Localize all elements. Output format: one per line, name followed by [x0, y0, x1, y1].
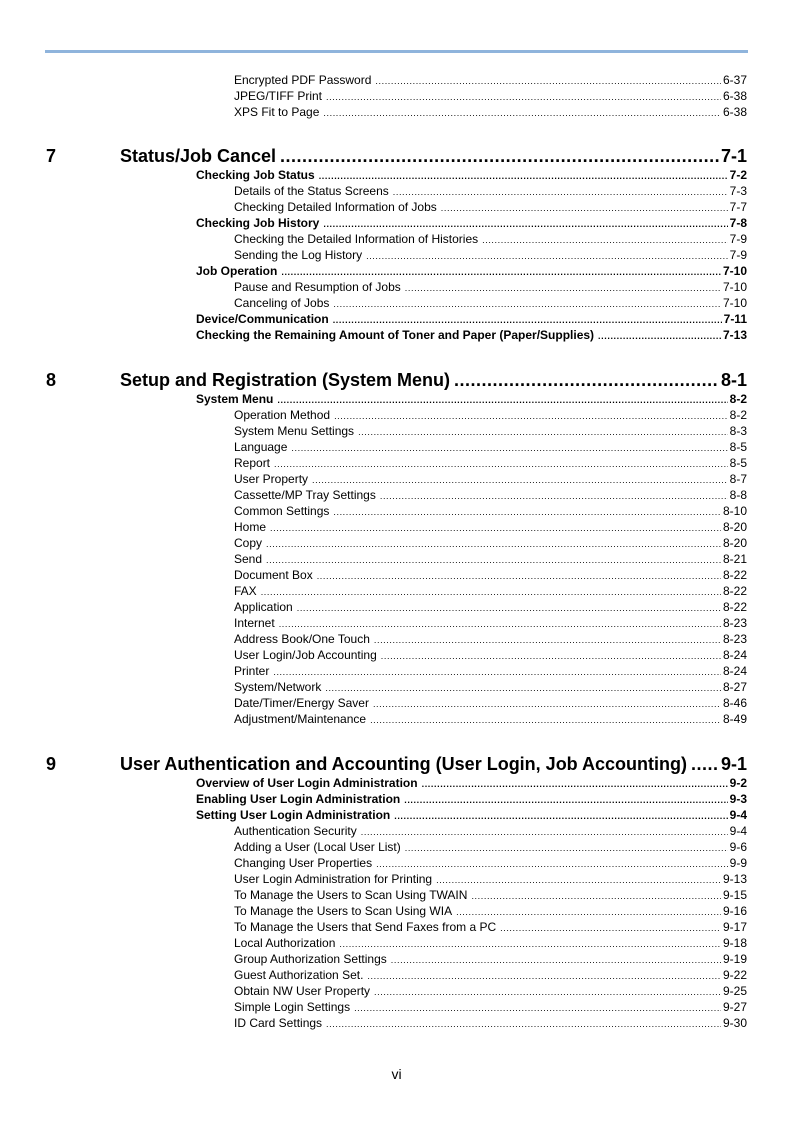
- toc-entry-page: 8-20: [722, 536, 747, 550]
- dot-leader: [358, 423, 728, 439]
- toc-entry-page: 7-1: [720, 146, 747, 166]
- dot-leader: [370, 711, 721, 727]
- toc-entry-page: 6-38: [722, 89, 747, 103]
- toc-entry-page: 8-5: [729, 456, 747, 470]
- toc-section[interactable]: [196, 263, 747, 279]
- toc-entry-title: Checking Job Status: [196, 168, 315, 182]
- dot-leader: [273, 663, 721, 679]
- toc-entry-title: Group Authorization Settings: [234, 952, 387, 966]
- chapter-heading[interactable]: [46, 368, 747, 392]
- toc-entry-page: 8-22: [722, 600, 747, 614]
- toc-entry-page: 9-27: [722, 1000, 747, 1014]
- toc-subsection[interactable]: [234, 855, 747, 871]
- toc-section[interactable]: [196, 791, 747, 807]
- dot-leader: [334, 407, 728, 423]
- toc-entry-page: 7-11: [723, 312, 747, 326]
- dot-leader: [375, 72, 721, 88]
- toc-entry-title: Adjustment/Maintenance: [234, 712, 367, 726]
- toc-entry-page: 9-30: [722, 1016, 747, 1030]
- toc-subsection[interactable]: [234, 455, 747, 471]
- toc-entry-page: 8-24: [722, 664, 747, 678]
- dot-leader: [374, 631, 721, 647]
- toc-entry-title: Copy: [234, 536, 263, 550]
- toc-entry-title: Job Operation: [196, 264, 278, 278]
- toc-entry-title: Local Authorization: [234, 936, 336, 950]
- dot-leader: [405, 279, 721, 295]
- toc-entry-page: 9-6: [729, 840, 747, 854]
- toc-entry-title: Checking the Detailed Information of Histories: [234, 232, 479, 246]
- toc-subsection[interactable]: [234, 1015, 747, 1031]
- toc-subsection[interactable]: [234, 903, 747, 919]
- toc-entry-title: Checking Job History: [196, 216, 320, 230]
- dot-leader: [454, 368, 719, 392]
- toc-entry-page: 8-2: [729, 392, 747, 406]
- chapter-number: 9: [46, 754, 57, 774]
- toc-entry-page: 8-1: [720, 370, 747, 390]
- toc-entry-page: 8-8: [729, 488, 747, 502]
- dot-leader: [380, 487, 728, 503]
- toc-entry-page: 8-7: [729, 472, 747, 486]
- dot-leader: [323, 104, 721, 120]
- dot-leader: [266, 535, 721, 551]
- toc-entry-page: 9-25: [722, 984, 747, 998]
- dot-leader: [279, 615, 721, 631]
- toc-section[interactable]: [196, 775, 747, 791]
- dot-leader: [333, 311, 722, 327]
- toc-subsection[interactable]: [234, 183, 747, 199]
- toc-entry-page: 8-27: [722, 680, 747, 694]
- toc-entry-page: 7-10: [722, 280, 747, 294]
- toc-entry-title: Date/Timer/Energy Saver: [234, 696, 369, 710]
- toc-entry-title: Setup and Registration (System Menu): [120, 370, 451, 390]
- toc-subsection[interactable]: [234, 567, 747, 583]
- toc-subsection[interactable]: [234, 983, 747, 999]
- toc-entry-title: Authentication Security: [234, 824, 357, 838]
- toc-entry-page: 8-10: [722, 504, 747, 518]
- dot-leader: [482, 231, 728, 247]
- toc-entry-page: 6-37: [722, 73, 747, 87]
- toc-subsection[interactable]: [234, 695, 747, 711]
- toc-subsection[interactable]: [234, 295, 747, 311]
- dot-leader: [317, 567, 721, 583]
- toc-entry-title: Obtain NW User Property: [234, 984, 371, 998]
- toc-entry-title: Document Box: [234, 568, 313, 582]
- toc-entry-page: 8-23: [722, 632, 747, 646]
- toc-subsection[interactable]: [234, 439, 747, 455]
- toc-entry-title: Overview of User Login Administration: [196, 776, 418, 790]
- toc-entry-title: Canceling of Jobs: [234, 296, 330, 310]
- dot-leader: [274, 455, 728, 471]
- toc-subsection[interactable]: [234, 104, 747, 120]
- toc-subsection[interactable]: [234, 679, 747, 695]
- toc-subsection[interactable]: [234, 519, 747, 535]
- dot-leader: [323, 215, 727, 231]
- dot-leader: [266, 551, 721, 567]
- chapter-title-row[interactable]: [120, 144, 747, 168]
- toc-entry-page: 9-18: [722, 936, 747, 950]
- toc-entry-title: To Manage the Users to Scan Using WIA: [234, 904, 453, 918]
- dot-leader: [422, 775, 728, 791]
- toc-section[interactable]: [196, 215, 747, 231]
- toc-entry-title: Common Settings: [234, 504, 330, 518]
- toc-entry-title: To Manage the Users that Send Faxes from a PC: [234, 920, 497, 934]
- dot-leader: [376, 855, 728, 871]
- toc-entry-title: To Manage the Users to Scan Using TWAIN: [234, 888, 468, 902]
- toc-entry-title: Address Book/One Touch: [234, 632, 370, 646]
- dot-leader: [325, 679, 721, 695]
- toc-entry-page: 9-3: [729, 792, 747, 806]
- toc-entry-title: User Authentication and Accounting (User Login, Job Accounting): [120, 754, 687, 774]
- toc-entry-page: 8-22: [722, 584, 747, 598]
- dot-leader: [404, 791, 727, 807]
- dot-leader: [291, 439, 727, 455]
- toc-entry-title: Simple Login Settings: [234, 1000, 351, 1014]
- toc-entry-page: 9-2: [729, 776, 747, 790]
- toc-entry-title: Guest Authorization Set.: [234, 968, 364, 982]
- toc-entry-title: Setting User Login Administration: [196, 808, 391, 822]
- dot-leader: [381, 647, 721, 663]
- toc-entry-page: 9-19: [722, 952, 747, 966]
- dot-leader: [471, 887, 721, 903]
- toc-entry-title: Internet: [234, 616, 275, 630]
- toc-entry-page: 9-22: [722, 968, 747, 982]
- dot-leader: [366, 247, 728, 263]
- dot-leader: [361, 823, 728, 839]
- dot-leader: [326, 88, 721, 104]
- dot-leader: [373, 695, 721, 711]
- dot-leader: [456, 903, 721, 919]
- toc-entry-title: User Login/Job Accounting: [234, 648, 377, 662]
- dot-leader: [326, 1015, 721, 1031]
- toc-subsection[interactable]: [234, 663, 747, 679]
- chapter-number: 7: [46, 146, 57, 166]
- toc-entry-title: Home: [234, 520, 267, 534]
- toc-entry-title: ID Card Settings: [234, 1016, 323, 1030]
- dot-leader: [500, 919, 721, 935]
- toc-entry-title: Sending the Log History: [234, 248, 363, 262]
- dot-leader: [333, 503, 721, 519]
- dot-leader: [333, 295, 721, 311]
- toc-entry-title: Operation Method: [234, 408, 331, 422]
- toc-subsection[interactable]: [234, 711, 747, 727]
- dot-leader: [393, 183, 728, 199]
- toc-subsection[interactable]: [234, 487, 747, 503]
- dot-leader: [270, 519, 721, 535]
- toc-entry-page: 8-21: [722, 552, 747, 566]
- toc-entry-page: 6-38: [722, 105, 747, 119]
- toc-entry-title: Printer: [234, 664, 270, 678]
- toc-entry-page: 9-4: [729, 824, 747, 838]
- chapter-title-row[interactable]: [120, 368, 747, 392]
- dot-leader: [339, 935, 721, 951]
- toc-entry-page: 7-9: [729, 248, 747, 262]
- dot-leader: [280, 144, 719, 168]
- toc-entry-page: 9-15: [722, 888, 747, 902]
- toc-subsection[interactable]: [234, 72, 747, 88]
- toc-entry-page: 8-5: [729, 440, 747, 454]
- toc-subsection[interactable]: [234, 247, 747, 263]
- toc-entry-title: System Menu: [196, 392, 274, 406]
- toc-subsection[interactable]: [234, 583, 747, 599]
- toc-subsection[interactable]: [234, 967, 747, 983]
- toc-section[interactable]: [196, 167, 747, 183]
- toc-entry-title: Checking the Remaining Amount of Toner and Paper (Paper/Supplies): [196, 328, 595, 342]
- toc-entry-title: Status/Job Cancel: [120, 146, 277, 166]
- toc-subsection[interactable]: [234, 551, 747, 567]
- toc-entry-page: 9-17: [722, 920, 747, 934]
- dot-leader: [405, 839, 728, 855]
- dot-leader: [277, 391, 727, 407]
- toc-subsection[interactable]: [234, 887, 747, 903]
- toc-entry-page: 7-3: [729, 184, 747, 198]
- toc-section[interactable]: [196, 327, 747, 343]
- toc-entry-page: 9-16: [722, 904, 747, 918]
- toc-entry-title: XPS Fit to Page: [234, 105, 320, 119]
- dot-leader: [319, 167, 728, 183]
- toc-entry-title: Checking Detailed Information of Jobs: [234, 200, 437, 214]
- toc-subsection[interactable]: [234, 471, 747, 487]
- toc-section[interactable]: [196, 807, 747, 823]
- toc-subsection[interactable]: [234, 615, 747, 631]
- toc-subsection[interactable]: [234, 871, 747, 887]
- toc-entry-title: Application: [234, 600, 293, 614]
- toc-entry-page: 7-10: [722, 264, 747, 278]
- toc-subsection[interactable]: [234, 951, 747, 967]
- dot-leader: [367, 967, 721, 983]
- toc-subsection[interactable]: [234, 423, 747, 439]
- toc-entry-title: Device/Communication: [196, 312, 329, 326]
- toc-entry-title: System/Network: [234, 680, 322, 694]
- toc-entry-page: 7-13: [722, 328, 747, 342]
- toc-subsection[interactable]: [234, 503, 747, 519]
- chapter-number: 8: [46, 370, 57, 390]
- dot-leader: [394, 807, 727, 823]
- toc-subsection[interactable]: [234, 919, 747, 935]
- dot-leader: [691, 752, 719, 776]
- toc-entry-page: 9-9: [729, 856, 747, 870]
- toc-entry-title: JPEG/TIFF Print: [234, 89, 323, 103]
- toc-entry-title: Pause and Resumption of Jobs: [234, 280, 401, 294]
- chapter-title-row[interactable]: [120, 752, 747, 776]
- toc-entry-page: 8-24: [722, 648, 747, 662]
- toc-entry-title: Report: [234, 456, 271, 470]
- toc-entry-title: Details of the Status Screens: [234, 184, 389, 198]
- toc-entry-page: 7-7: [729, 200, 747, 214]
- dot-leader: [436, 871, 721, 887]
- dot-leader: [391, 951, 721, 967]
- toc-subsection[interactable]: [234, 839, 747, 855]
- dot-leader: [297, 599, 721, 615]
- dot-leader: [598, 327, 721, 343]
- toc-subsection[interactable]: [234, 935, 747, 951]
- toc-section[interactable]: [196, 311, 747, 327]
- dot-leader: [374, 983, 721, 999]
- chapter-heading[interactable]: [46, 752, 747, 776]
- toc-entry-title: Enabling User Login Administration: [196, 792, 401, 806]
- toc-entry-page: 8-49: [722, 712, 747, 726]
- toc-entry-page: 7-9: [729, 232, 747, 246]
- toc-entry-title: Changing User Properties: [234, 856, 373, 870]
- toc-subsection[interactable]: [234, 599, 747, 615]
- toc-entry-title: Adding a User (Local User List): [234, 840, 401, 854]
- toc-entry-title: User Property: [234, 472, 309, 486]
- toc-entry-page: 8-3: [729, 424, 747, 438]
- toc-subsection[interactable]: [234, 535, 747, 551]
- toc-section[interactable]: [196, 391, 747, 407]
- dot-leader: [281, 263, 721, 279]
- toc-entry-page: 9-4: [729, 808, 747, 822]
- toc-entry-title: Language: [234, 440, 288, 454]
- toc-entry-page: 8-23: [722, 616, 747, 630]
- dot-leader: [354, 999, 721, 1015]
- toc-subsection[interactable]: [234, 88, 747, 104]
- toc-entry-page: 9-13: [722, 872, 747, 886]
- dot-leader: [261, 583, 721, 599]
- page-number: vi: [391, 1066, 402, 1082]
- dot-leader: [312, 471, 728, 487]
- toc-entry-title: Cassette/MP Tray Settings: [234, 488, 376, 502]
- toc-entry-title: FAX: [234, 584, 257, 598]
- toc-entry-page: 8-2: [729, 408, 747, 422]
- toc-subsection[interactable]: [234, 231, 747, 247]
- toc-entry-page: 8-22: [722, 568, 747, 582]
- toc-entry-title: System Menu Settings: [234, 424, 355, 438]
- toc-entry-page: 7-8: [729, 216, 747, 230]
- header-rule: [45, 50, 748, 53]
- chapter-heading[interactable]: [46, 144, 747, 168]
- toc-entry-page: 9-1: [720, 754, 747, 774]
- toc-entry-title: Encrypted PDF Password: [234, 73, 372, 87]
- toc-subsection[interactable]: [234, 407, 747, 423]
- toc-entry-page: 8-20: [722, 520, 747, 534]
- toc-entry-title: Send: [234, 552, 263, 566]
- toc-subsection[interactable]: [234, 631, 747, 647]
- toc-subsection[interactable]: [234, 999, 747, 1015]
- toc-entry-page: 7-10: [722, 296, 747, 310]
- toc-subsection[interactable]: [234, 279, 747, 295]
- toc-subsection[interactable]: [234, 199, 747, 215]
- toc-entry-page: 7-2: [729, 168, 747, 182]
- toc-entry-title: User Login Administration for Printing: [234, 872, 433, 886]
- dot-leader: [441, 199, 728, 215]
- toc-subsection[interactable]: [234, 823, 747, 839]
- toc-entry-page: 8-46: [722, 696, 747, 710]
- toc-subsection[interactable]: [234, 647, 747, 663]
